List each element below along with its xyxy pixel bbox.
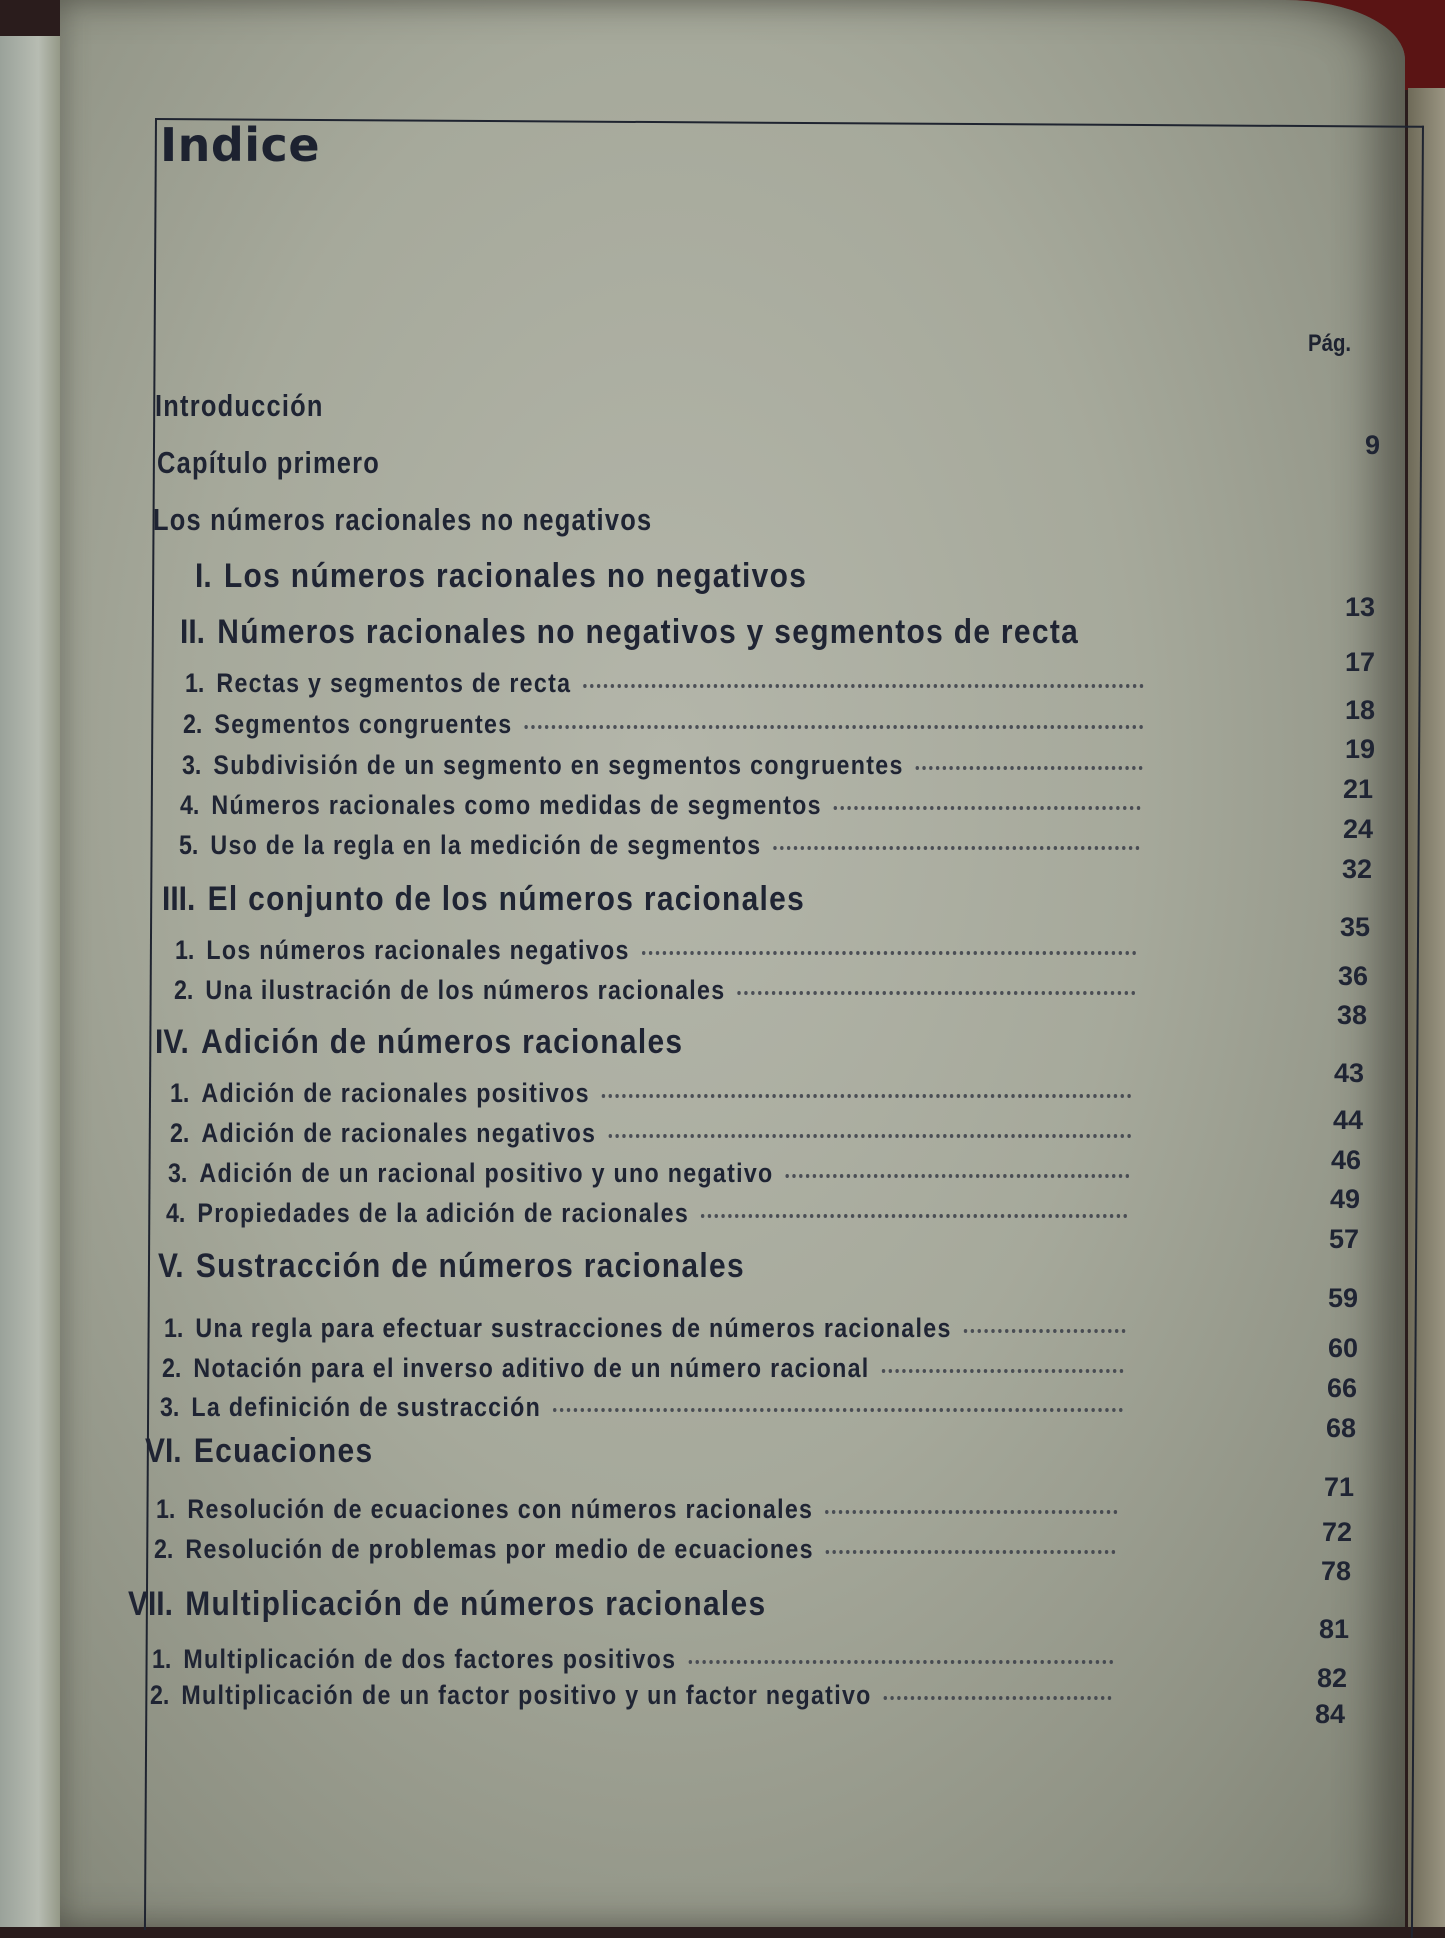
section-number: 3. bbox=[168, 1158, 188, 1188]
section-title: Adición de racionales negativos bbox=[201, 1118, 597, 1148]
chapter-numeral: IV. bbox=[155, 1023, 189, 1061]
section-number: 2. bbox=[183, 709, 203, 739]
section-number: 3. bbox=[182, 750, 202, 780]
dot-leader bbox=[688, 1660, 1113, 1664]
section-title: Números racionales como medidas de segmentos bbox=[211, 790, 822, 820]
page-number: 38 bbox=[1336, 1000, 1367, 1030]
page-number: 72 bbox=[1321, 1517, 1352, 1547]
dot-leader bbox=[834, 806, 1141, 810]
section-title: Resolución de problemas por medio de ecuaciones bbox=[185, 1534, 814, 1564]
section-number: 1. bbox=[175, 935, 195, 965]
dot-leader bbox=[916, 766, 1143, 770]
toc-section bbox=[170, 1078, 1140, 1109]
section-title: Uso de la regla en la medición de segmentos bbox=[210, 830, 762, 860]
toc-section bbox=[150, 1680, 1120, 1711]
toc-section bbox=[175, 935, 1145, 966]
page-number: 57 bbox=[1328, 1224, 1359, 1254]
dot-leader bbox=[882, 1369, 1124, 1373]
toc-section bbox=[166, 1198, 1136, 1229]
dot-leader bbox=[553, 1408, 1123, 1412]
page-number: 17 bbox=[1344, 647, 1375, 677]
section-title: Una regla para efectuar sustracciones de números racionales bbox=[195, 1313, 952, 1343]
page-number: 82 bbox=[1316, 1663, 1347, 1693]
section-title: Una ilustración de los números racionales bbox=[205, 975, 726, 1005]
left-adjacent-page bbox=[0, 36, 64, 1927]
dot-leader bbox=[826, 1550, 1116, 1554]
page-number: 46 bbox=[1330, 1145, 1361, 1175]
section-title: Adición de racionales positivos bbox=[201, 1078, 590, 1108]
toc-section bbox=[152, 1644, 1122, 1675]
chapter-title: Sustracción de números racionales bbox=[195, 1247, 745, 1285]
page-number: 32 bbox=[1341, 854, 1372, 884]
section-number: 4. bbox=[166, 1198, 186, 1228]
table-of-contents bbox=[60, 0, 1405, 1927]
chapter-numeral: VII. bbox=[128, 1585, 173, 1623]
toc-entry-title: Capítulo primero bbox=[157, 445, 381, 480]
chapter-title: Adición de números racionales bbox=[201, 1023, 684, 1061]
section-number: 1. bbox=[156, 1494, 176, 1524]
dot-leader bbox=[608, 1134, 1131, 1138]
toc-chapter-7 bbox=[128, 1585, 766, 1624]
toc-chapter-1 bbox=[195, 557, 807, 596]
toc-section bbox=[174, 975, 1144, 1006]
section-title: Multiplicación de un factor positivo y un factor negativo bbox=[181, 1680, 872, 1710]
page-title: Indice bbox=[160, 118, 321, 172]
toc-chapter-2 bbox=[180, 613, 1079, 652]
page-number: 36 bbox=[1337, 961, 1368, 991]
toc-entry-title: Introducción bbox=[155, 388, 324, 423]
toc-chapter-5 bbox=[158, 1247, 745, 1286]
toc-section bbox=[185, 668, 1153, 699]
chapter-title: Los números racionales no negativos bbox=[223, 557, 808, 595]
toc-section bbox=[183, 709, 1152, 740]
page-number: 21 bbox=[1342, 774, 1373, 804]
chapter-title: Números racionales no negativos y segmentos de recta bbox=[217, 613, 1080, 651]
section-number: 1. bbox=[164, 1313, 184, 1343]
section-number: 1. bbox=[170, 1078, 190, 1108]
toc-section bbox=[154, 1534, 1124, 1565]
page-number: 44 bbox=[1332, 1105, 1363, 1135]
toc-entry-part-title bbox=[153, 502, 652, 538]
page-number: 13 bbox=[1344, 592, 1375, 622]
section-number: 2. bbox=[154, 1534, 174, 1564]
page-number: 81 bbox=[1318, 1614, 1349, 1644]
toc-section bbox=[164, 1313, 1134, 1344]
section-title: Resolución de ecuaciones con números racionales bbox=[187, 1494, 814, 1524]
toc-entry-title: Los números racionales no negativos bbox=[153, 502, 653, 537]
section-number: 2. bbox=[170, 1118, 190, 1148]
page-number: 49 bbox=[1329, 1184, 1360, 1214]
page-number: 71 bbox=[1323, 1472, 1354, 1502]
toc-section bbox=[160, 1392, 1132, 1423]
page-number: 18 bbox=[1344, 695, 1375, 725]
dot-leader bbox=[737, 991, 1135, 995]
chapter-numeral: II. bbox=[180, 613, 205, 651]
section-number: 2. bbox=[162, 1353, 182, 1383]
page-number: 9 bbox=[1364, 430, 1380, 460]
dot-leader bbox=[701, 1214, 1127, 1218]
dot-leader bbox=[583, 684, 1144, 688]
page-number: 59 bbox=[1327, 1283, 1358, 1313]
toc-entry-capitulo-primero bbox=[157, 445, 380, 481]
toc-chapter-3 bbox=[162, 880, 805, 919]
dot-leader bbox=[773, 846, 1139, 850]
page-number: 68 bbox=[1325, 1413, 1356, 1443]
section-title: Notación para el inverso aditivo de un número racional bbox=[193, 1353, 870, 1383]
page-number: 60 bbox=[1327, 1333, 1358, 1363]
page-number: 19 bbox=[1344, 734, 1375, 764]
page-column-label: Pág. bbox=[1308, 330, 1352, 357]
dot-leader bbox=[964, 1329, 1126, 1333]
chapter-numeral: VI. bbox=[145, 1432, 182, 1470]
toc-chapter-6 bbox=[145, 1432, 373, 1471]
dot-leader bbox=[786, 1174, 1130, 1178]
section-title: Subdivisión de un segmento en segmentos congruentes bbox=[213, 750, 904, 780]
section-title: Multiplicación de dos factores positivos bbox=[183, 1644, 677, 1674]
chapter-numeral: III. bbox=[162, 880, 196, 918]
section-number: 1. bbox=[185, 668, 205, 698]
section-number: 4. bbox=[180, 790, 200, 820]
dot-leader bbox=[825, 1510, 1117, 1514]
chapter-title: Ecuaciones bbox=[193, 1432, 374, 1470]
toc-section bbox=[180, 790, 1149, 821]
dot-leader bbox=[525, 725, 1144, 729]
section-number: 5. bbox=[179, 830, 199, 860]
page-number: 84 bbox=[1314, 1699, 1345, 1729]
section-number: 2. bbox=[150, 1680, 170, 1710]
book-page bbox=[60, 0, 1405, 1927]
toc-section bbox=[170, 1118, 1140, 1149]
section-title: La definición de sustracción bbox=[191, 1392, 542, 1422]
page-number: 35 bbox=[1339, 912, 1370, 942]
dot-leader bbox=[884, 1696, 1112, 1700]
chapter-title: Multiplicación de números racionales bbox=[185, 1585, 767, 1623]
section-title: Adición de un racional positivo y uno negativo bbox=[199, 1158, 774, 1188]
section-title: Los números racionales negativos bbox=[206, 935, 630, 965]
chapter-numeral: V. bbox=[158, 1247, 184, 1285]
toc-section bbox=[168, 1158, 1138, 1189]
section-title: Segmentos congruentes bbox=[214, 709, 513, 739]
dot-leader bbox=[602, 1094, 1132, 1098]
chapter-title: El conjunto de los números racionales bbox=[207, 880, 806, 918]
toc-section bbox=[156, 1494, 1126, 1525]
section-number: 2. bbox=[174, 975, 194, 1005]
section-title: Rectas y segmentos de recta bbox=[216, 668, 572, 698]
page-number: 43 bbox=[1333, 1058, 1364, 1088]
toc-section bbox=[162, 1353, 1132, 1384]
page-number: 66 bbox=[1326, 1373, 1357, 1403]
section-number: 1. bbox=[152, 1644, 172, 1674]
toc-section bbox=[179, 830, 1148, 861]
dot-leader bbox=[642, 951, 1137, 955]
toc-entry-introduccion bbox=[155, 388, 324, 424]
section-number: 3. bbox=[160, 1392, 180, 1422]
page-number: 78 bbox=[1320, 1556, 1351, 1586]
toc-chapter-4 bbox=[155, 1023, 683, 1062]
toc-section bbox=[182, 750, 1151, 781]
page-number: 24 bbox=[1342, 814, 1373, 844]
section-title: Propiedades de la adición de racionales bbox=[197, 1198, 690, 1228]
chapter-numeral: I. bbox=[195, 557, 212, 595]
